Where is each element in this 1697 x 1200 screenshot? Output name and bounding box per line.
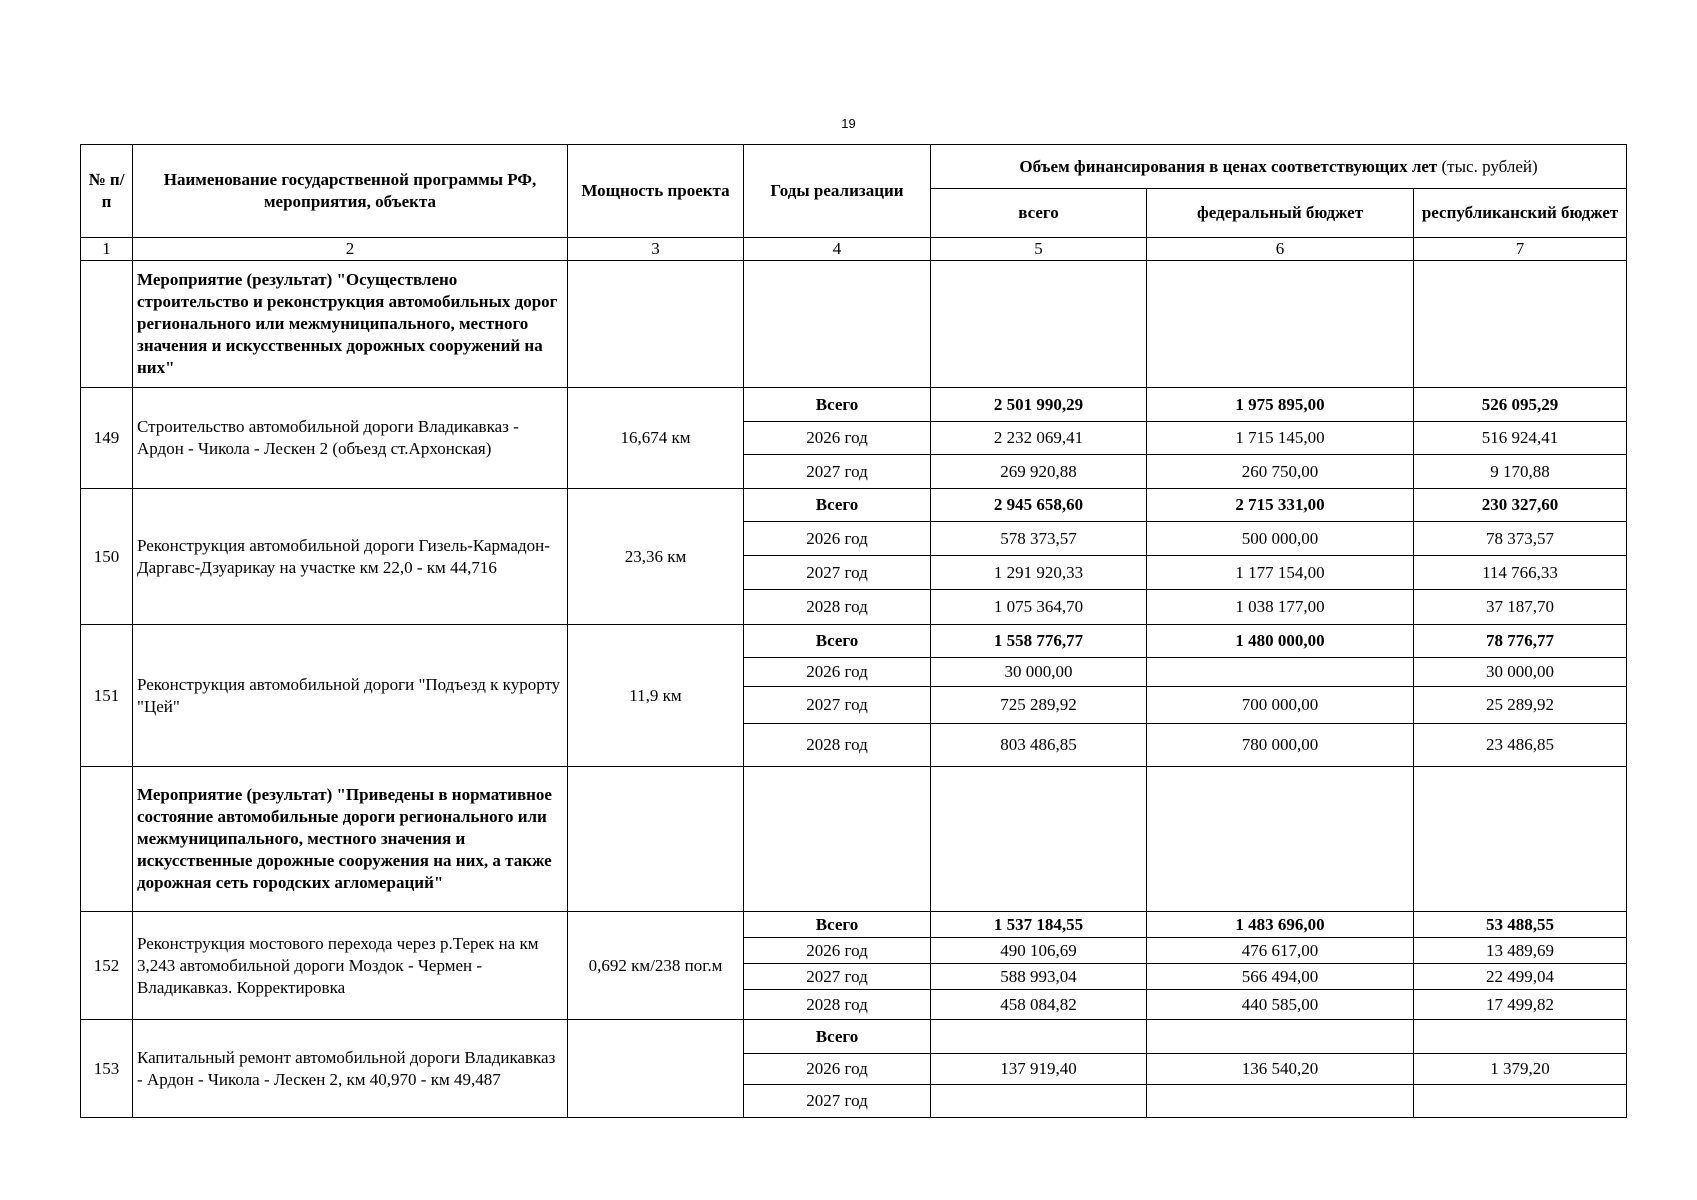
year-cell: Всего — [744, 1020, 931, 1054]
header-funding-bold: Объем финансирования в ценах соответствующих лет — [1019, 156, 1438, 176]
republic-cell: 526 095,29 — [1414, 388, 1627, 422]
total-cell: 1 075 364,70 — [931, 590, 1147, 625]
republic-cell: 22 499,04 — [1414, 964, 1627, 990]
federal-cell: 1 483 696,00 — [1147, 912, 1414, 938]
object-num: 153 — [81, 1020, 133, 1118]
federal-cell: 566 494,00 — [1147, 964, 1414, 990]
year-cell: Всего — [744, 912, 931, 938]
col-number: 5 — [931, 238, 1147, 261]
republic-cell: 23 486,85 — [1414, 724, 1627, 767]
year-cell: Всего — [744, 388, 931, 422]
section-title: Мероприятие (результат) "Осуществлено строительство и реконструкция автомобильных дорог регионального или межмуниципального, местного значения и искусственных дорожных сооружений на них" — [133, 261, 568, 388]
total-cell: 1 537 184,55 — [931, 912, 1147, 938]
federal-cell — [1147, 1020, 1414, 1054]
year-cell: 2027 год — [744, 964, 931, 990]
total-cell: 578 373,57 — [931, 522, 1147, 556]
federal-cell: 1 975 895,00 — [1147, 388, 1414, 422]
total-cell — [931, 1085, 1147, 1118]
total-cell: 30 000,00 — [931, 658, 1147, 687]
col-number: 4 — [744, 238, 931, 261]
object-name: Капитальный ремонт автомобильной дороги Владикавказ - Ардон - Чикола - Лескен 2, км 40,970 - км 49,487 — [133, 1020, 568, 1118]
republic-cell: 78 373,57 — [1414, 522, 1627, 556]
header-federal: федеральный бюджет — [1147, 189, 1414, 238]
federal-cell: 440 585,00 — [1147, 990, 1414, 1020]
table-row — [81, 912, 1627, 938]
total-cell: 725 289,92 — [931, 687, 1147, 724]
header-num: № п/п — [81, 145, 133, 238]
total-cell: 2 501 990,29 — [931, 388, 1147, 422]
header-funding-unit: (тыс. рублей) — [1437, 156, 1538, 176]
col-number: 3 — [568, 238, 744, 261]
total-cell — [931, 1020, 1147, 1054]
federal-cell: 260 750,00 — [1147, 455, 1414, 489]
object-capacity: 11,9 км — [568, 625, 744, 767]
federal-cell: 1 038 177,00 — [1147, 590, 1414, 625]
table-row — [81, 388, 1627, 422]
object-name: Реконструкция мостового перехода через р.Терек на км 3,243 автомобильной дороги Моздок - Чермен - Владикавказ. Корректировка — [133, 912, 568, 1020]
total-cell: 2 232 069,41 — [931, 422, 1147, 455]
object-capacity — [568, 1020, 744, 1118]
year-cell: 2028 год — [744, 724, 931, 767]
federal-cell: 1 715 145,00 — [1147, 422, 1414, 455]
year-cell: 2027 год — [744, 455, 931, 489]
total-cell: 803 486,85 — [931, 724, 1147, 767]
total-cell: 458 084,82 — [931, 990, 1147, 1020]
year-cell: 2026 год — [744, 1054, 931, 1085]
total-cell: 137 919,40 — [931, 1054, 1147, 1085]
object-num: 152 — [81, 912, 133, 1020]
republic-cell: 114 766,33 — [1414, 556, 1627, 590]
column-number-row — [81, 238, 1627, 261]
header-row-1 — [81, 145, 1627, 189]
page-number: 19 — [841, 116, 856, 131]
object-capacity: 16,674 км — [568, 388, 744, 489]
year-cell: 2028 год — [744, 590, 931, 625]
header-republic: республиканский бюджет — [1414, 189, 1627, 238]
federal-cell: 780 000,00 — [1147, 724, 1414, 767]
total-cell: 1 291 920,33 — [931, 556, 1147, 590]
total-cell: 2 945 658,60 — [931, 489, 1147, 522]
federal-cell — [1147, 658, 1414, 687]
year-cell: Всего — [744, 489, 931, 522]
republic-cell: 30 000,00 — [1414, 658, 1627, 687]
col-number: 1 — [81, 238, 133, 261]
republic-cell: 17 499,82 — [1414, 990, 1627, 1020]
republic-cell: 13 489,69 — [1414, 938, 1627, 964]
year-cell: 2027 год — [744, 1085, 931, 1118]
federal-cell: 1 177 154,00 — [1147, 556, 1414, 590]
republic-cell: 78 776,77 — [1414, 625, 1627, 658]
col-number: 6 — [1147, 238, 1414, 261]
republic-cell: 25 289,92 — [1414, 687, 1627, 724]
year-cell: 2028 год — [744, 990, 931, 1020]
republic-cell: 1 379,20 — [1414, 1054, 1627, 1085]
year-cell: 2026 год — [744, 658, 931, 687]
object-name: Реконструкция автомобильной дороги "Подъезд к курорту "Цей" — [133, 625, 568, 767]
federal-cell: 1 480 000,00 — [1147, 625, 1414, 658]
section-row — [81, 261, 1627, 388]
federal-cell: 500 000,00 — [1147, 522, 1414, 556]
col-number: 7 — [1414, 238, 1627, 261]
federal-cell: 2 715 331,00 — [1147, 489, 1414, 522]
year-cell: 2026 год — [744, 938, 931, 964]
object-name: Реконструкция автомобильной дороги Гизель-Кармадон-Даргавс-Дзуарикау на участке км 22,0 - км 44,716 — [133, 489, 568, 625]
year-cell: 2027 год — [744, 687, 931, 724]
object-num: 150 — [81, 489, 133, 625]
federal-cell: 700 000,00 — [1147, 687, 1414, 724]
total-cell: 1 558 776,77 — [931, 625, 1147, 658]
year-cell: Всего — [744, 625, 931, 658]
year-cell: 2026 год — [744, 422, 931, 455]
header-total: всего — [931, 189, 1147, 238]
republic-cell: 516 924,41 — [1414, 422, 1627, 455]
republic-cell: 230 327,60 — [1414, 489, 1627, 522]
republic-cell: 37 187,70 — [1414, 590, 1627, 625]
total-cell: 269 920,88 — [931, 455, 1147, 489]
col-number: 2 — [133, 238, 568, 261]
total-cell: 588 993,04 — [931, 964, 1147, 990]
header-funding-group — [931, 145, 1627, 189]
republic-cell: 9 170,88 — [1414, 455, 1627, 489]
year-cell: 2027 год — [744, 556, 931, 590]
republic-cell — [1414, 1020, 1627, 1054]
object-capacity: 0,692 км/238 пог.м — [568, 912, 744, 1020]
federal-cell — [1147, 1085, 1414, 1118]
total-cell: 490 106,69 — [931, 938, 1147, 964]
header-years: Годы реализации — [744, 145, 931, 238]
funding-table — [80, 144, 1627, 1118]
federal-cell: 136 540,20 — [1147, 1054, 1414, 1085]
table-row — [81, 1020, 1627, 1054]
object-num: 149 — [81, 388, 133, 489]
table-row — [81, 489, 1627, 522]
section-row — [81, 767, 1627, 912]
object-capacity: 23,36 км — [568, 489, 744, 625]
table-row — [81, 625, 1627, 658]
object-num: 151 — [81, 625, 133, 767]
header-name: Наименование государственной программы РФ, мероприятия, объекта — [133, 145, 568, 238]
republic-cell: 53 488,55 — [1414, 912, 1627, 938]
object-name: Строительство автомобильной дороги Владикавказ - Ардон - Чикола - Лескен 2 (объезд ст.Архонская) — [133, 388, 568, 489]
year-cell: 2026 год — [744, 522, 931, 556]
section-title: Мероприятие (результат) "Приведены в нормативное состояние автомобильные дороги регионального или межмуниципального, местного значения и искусственные дорожные сооружения на них, а также дорожная сеть городских агломераций" — [133, 767, 568, 912]
federal-cell: 476 617,00 — [1147, 938, 1414, 964]
republic-cell — [1414, 1085, 1627, 1118]
header-capacity: Мощность проекта — [568, 145, 744, 238]
